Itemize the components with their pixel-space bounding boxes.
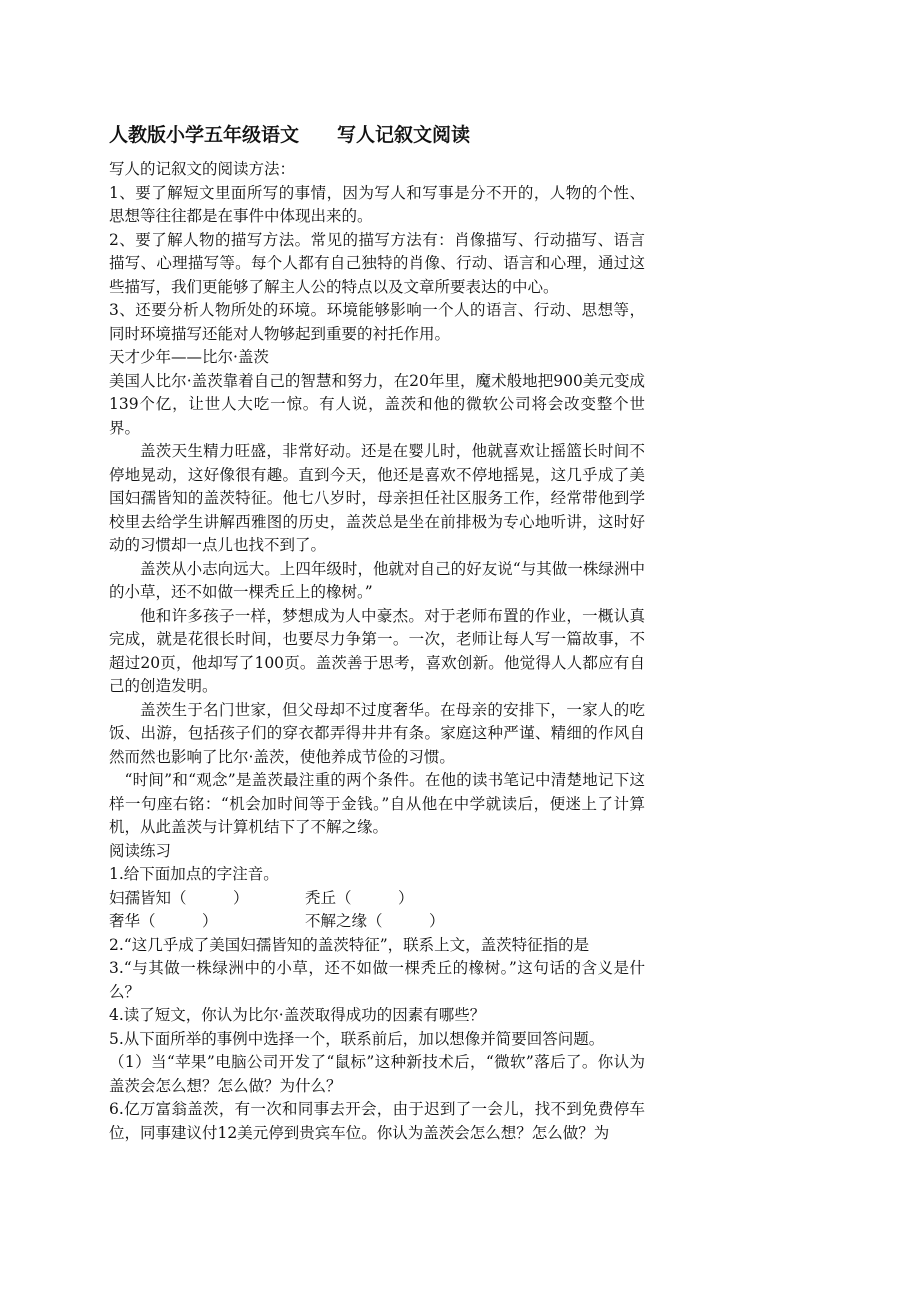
- article-paragraph: 盖茨从小志向远大。上四年级时，他就对自己的好友说“与其做一株绿洲中的小草，还不如做一棵秃丘上的橡树。”: [109, 559, 645, 601]
- method-item: 1、要了解短文里面所写的事情，因为写人和写事是分不开的，人物的个性、思想等往往都是在事件中体现出来的。: [109, 183, 645, 225]
- method-item: 2、要了解人物的描写方法。常见的描写方法有：肖像描写、行动描写、语言描写、心理描写等。每个人都有自己独特的肖像、行动、语言和心理，通过这些描写，我们更能够了解主人公的特点以及文章所要表达的中心。: [109, 230, 645, 296]
- exercise-heading: 阅读练习: [109, 841, 172, 860]
- pinyin-row: [109, 887, 645, 911]
- article-paragraph: 他和许多孩子一样，梦想成为人中豪杰。对于老师布置的作业，一概认真完成，就是花很长时间，也要尽力争第一。一次，老师让每人写一篇故事，不超过20页，他却写了100页。盖茨善于思考，喜欢创新。他觉得人人都应有自己的创造发明。: [109, 606, 645, 695]
- method-heading: 写人的记叙文的阅读方法：: [109, 160, 296, 178]
- question-4: 4.读了短文，你认为比尔·盖茨取得成功的因素有哪些？: [109, 1006, 486, 1024]
- pinyin-blank[interactable]: 奢华（ ）: [109, 912, 218, 930]
- pinyin-blank[interactable]: 不解之缘（ ）: [305, 912, 445, 930]
- question-5: 5.从下面所举的事例中选择一个，联系前后，加以想像并简要回答问题。: [109, 1029, 605, 1048]
- page-title: 人教版小学五年级语文 写人记叙文阅读: [109, 124, 471, 146]
- article-paragraph: 盖茨天生精力旺盛，非常好动。还是在婴儿时，他就喜欢让摇篮长时间不停地晃动，这好像很有趣。直到今天，他还是喜欢不停地摇晃，这几乎成了美国妇孺皆知的盖茨特征。他七八岁时，母亲担任社区服务工作，经常带他到学校里去给学生讲解西雅图的历史，盖茨总是坐在前排极为专心地听讲，这时好动的习惯却一点儿也找不到了。: [109, 442, 645, 554]
- question-6: 6.亿万富翁盖茨，有一次和同事去开会，由于迟到了一会儿，找不到免费停车位，同事建议付12美元停到贵宾车位。你认为盖茨会怎么想？怎么做？为: [109, 1100, 645, 1142]
- article-intro: 美国人比尔·盖茨靠着自己的智慧和努力，在20年里，魔术般地把900美元变成139个亿，让世人大吃一惊。有人说，盖茨和他的微软公司将会改变整个世界。: [109, 371, 645, 437]
- question-3: 3.“与其做一株绿洲中的小草，还不如做一棵秃丘的橡树。”这句话的含义是什么？: [109, 959, 645, 1001]
- pinyin-blank[interactable]: 秃丘（ ）: [305, 888, 414, 907]
- question-1: 1.给下面加点的字注音。: [109, 865, 279, 883]
- method-item: 3、还要分析人物所处的环境。环境能够影响一个人的语言、行动、思想等，同时环境描写还能对人物够起到重要的衬托作用。: [109, 301, 645, 343]
- article-paragraph-last: “时间”和“观念”是盖茨最注重的两个条件。在他的读书笔记中清楚地记下这样一句座右铭：“机会加时间等于金钱。”自从他在中学就读后，便迷上了计算机，从此盖茨与计算机结下了不解之缘。: [109, 771, 645, 836]
- question-2: 2.“这几乎成了美国妇孺皆知的盖茨特征”，联系上文，盖茨特征指的是: [109, 935, 590, 954]
- question-5-1: （1）当“苹果”电脑公司开发了“鼠标”这种新技术后，“微软”落后了。你认为盖茨会怎么想？怎么做？为什么？: [109, 1053, 645, 1095]
- pinyin-blank[interactable]: 妇孺皆知（ ）: [109, 888, 249, 907]
- article-paragraph: 盖茨生于名门世家，但父母却不过度奢华。在母亲的安排下，一家人的吃饭、出游，包括孩子们的穿衣都弄得井井有条。家庭这种严谨、精细的作风自然而然也影响了比尔·盖茨，使他养成节俭的习惯。: [109, 700, 645, 766]
- pinyin-row: [109, 910, 645, 934]
- document-body: [109, 120, 645, 1145]
- article-title: 天才少年——比尔·盖茨: [109, 348, 269, 366]
